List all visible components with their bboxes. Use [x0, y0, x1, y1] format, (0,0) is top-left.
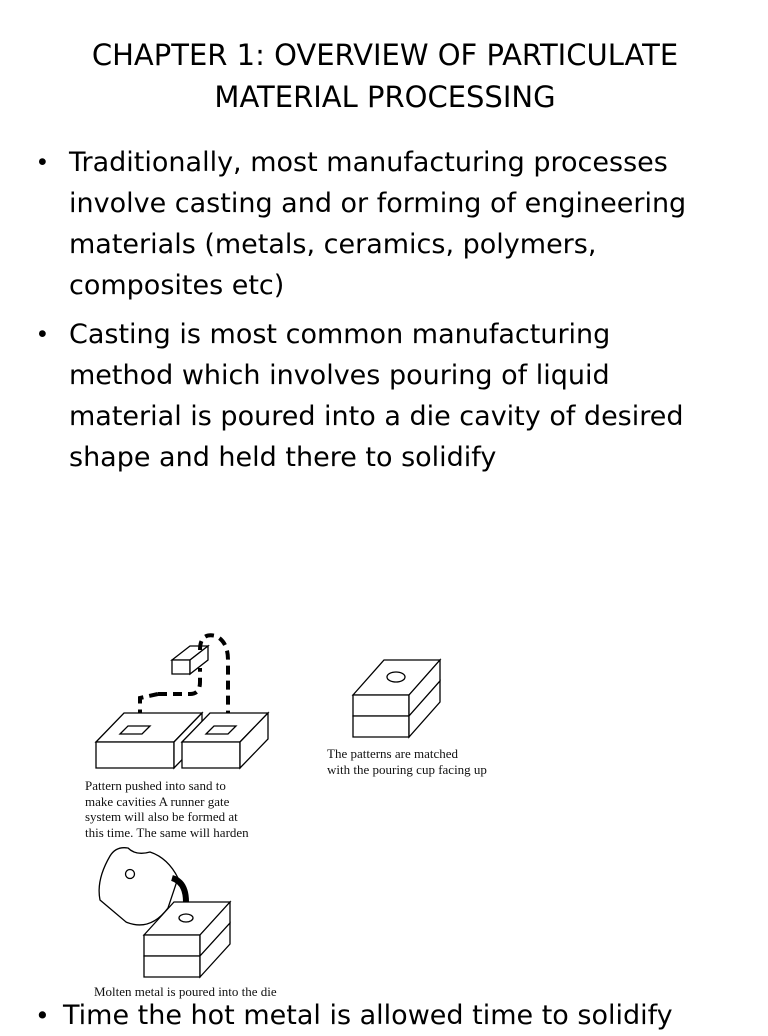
bullet-list	[38, 142, 738, 486]
caption-pattern	[85, 778, 249, 840]
dashed-path-left	[140, 668, 200, 720]
caption-matched	[327, 746, 487, 777]
matched-die-icon	[353, 660, 440, 737]
bullet-line: shape and held there to solidify	[69, 442, 497, 473]
bullet-line: Time the hot metal is allowed time to solidify	[63, 1000, 673, 1031]
bullet-item-last	[35, 996, 673, 1036]
bullet-item	[38, 142, 738, 306]
caption-pattern-line: Pattern pushed into sand to	[85, 778, 226, 793]
pattern-block-icon	[172, 646, 208, 674]
caption-poured: Molten metal is poured into the die	[94, 984, 277, 999]
slide-title	[40, 34, 730, 118]
bullet-item	[38, 314, 738, 478]
caption-matched-line: with the pouring cup facing up	[327, 761, 487, 777]
slide-title-line-1: CHAPTER 1: OVERVIEW OF PARTICULATE	[91, 38, 679, 72]
bullet-line: Casting is most common manufacturing	[69, 319, 611, 350]
bullet-line: Traditionally, most manufacturing processes	[69, 147, 668, 178]
bullet-line: involve casting and or forming of engineering	[69, 188, 687, 219]
caption-pattern-line: make cavities A runner gate	[85, 793, 230, 809]
bullet-line: material is poured into a die cavity of desired	[69, 401, 684, 432]
bullet-dot-icon: •	[38, 320, 47, 348]
casting-process-figure	[0, 620, 768, 1010]
bullet-line: composites etc)	[69, 270, 285, 301]
caption-pattern-line: system will also be formed at	[85, 809, 238, 824]
bullet-dot-icon: •	[38, 148, 47, 176]
caption-matched-line: The patterns are matched	[327, 746, 459, 761]
bullet-line: materials (metals, ceramics, polymers,	[69, 229, 597, 260]
slide-title-line-2: MATERIAL PROCESSING	[214, 80, 556, 114]
caption-pattern-line: this time. The same will harden	[85, 824, 249, 840]
bullet-line: method which involves pouring of liquid	[69, 360, 610, 391]
bullet-dot-icon: •	[35, 1001, 50, 1030]
